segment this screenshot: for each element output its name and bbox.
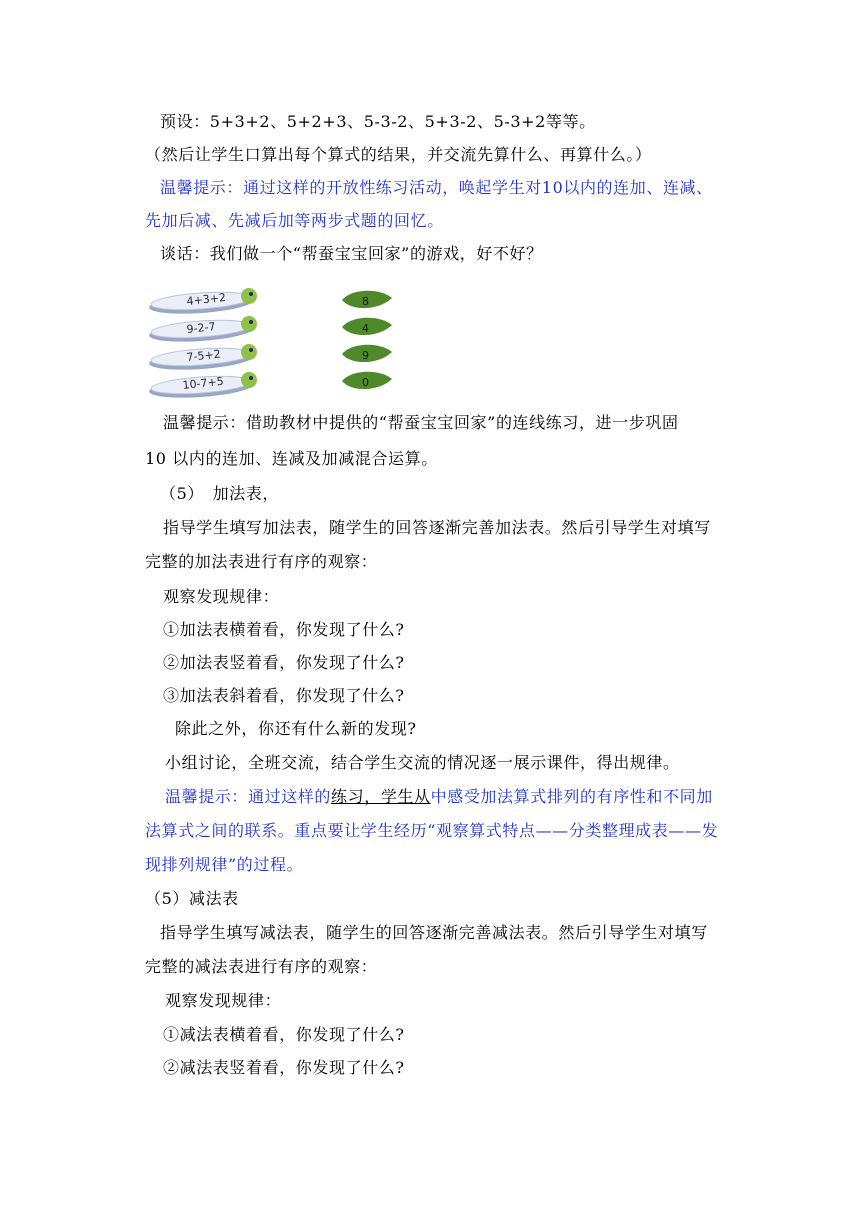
leaf-label-2: 4 xyxy=(362,322,369,335)
silkworm-3 xyxy=(148,344,257,373)
addition-guide-line: 指导学生填写加法表，随学生的回答逐渐完善加法表。然后引导学生对填写 xyxy=(163,518,711,537)
silkworm-1 xyxy=(148,288,257,317)
question-sub-1: ①减法表横着看，你发现了什么? xyxy=(163,1025,405,1044)
silkworm-label-3: 7-5+2 xyxy=(185,347,222,364)
section-heading-subtraction: （5）减法表 xyxy=(145,889,239,908)
question-add-3: ③加法表斜着看，你发现了什么? xyxy=(163,686,405,705)
section-heading-addition: （5） 加法表， xyxy=(160,484,279,503)
subtraction-guide-cont: 完整的减法表进行有序的观察： xyxy=(145,957,378,976)
addition-guide-cont: 完整的加法表进行有序的观察： xyxy=(145,552,378,571)
leaf-label-4: 0 xyxy=(362,376,369,389)
observe-heading-2: 观察发现规律： xyxy=(165,991,282,1010)
instruction-line: （然后让学生口算出每个算式的结果，并交流先算什么、再算什么。） xyxy=(145,145,652,164)
silkworm-label-1: 4+3+2 xyxy=(185,290,227,308)
leaf-2 xyxy=(342,318,392,335)
discussion-line: 小组讨论，全班交流，结合学生交流的情况逐一展示课件，得出规律。 xyxy=(165,753,680,772)
tip-line-3-cont-2: 现排列规律”的过程。 xyxy=(145,855,304,874)
subtraction-guide-line: 指导学生填写减法表，随学生的回答逐渐完善减法表。然后引导学生对填写 xyxy=(160,923,708,942)
leaf-label-1: 8 xyxy=(362,295,369,308)
question-add-2: ②加法表竖着看，你发现了什么? xyxy=(163,653,405,672)
leaf-1 xyxy=(342,291,392,308)
silkworm-label-4: 10-7+5 xyxy=(181,374,225,392)
leaf-4 xyxy=(342,372,392,389)
talk-line: 谈话：我们做一个“帮蚕宝宝回家”的游戏，好不好？ xyxy=(160,244,543,263)
tip-line-3-cont-1: 法算式之间的联系。重点要让学生经历“观察算式特点——分类整理成表——发 xyxy=(145,821,719,840)
silkworm-figure-svg xyxy=(145,286,405,398)
other-discovery-line: 除此之外，你还有什么新的发现? xyxy=(175,719,417,738)
silkworm-label-2: 9-2-7 xyxy=(185,320,217,336)
question-add-1: ①加法表横着看，你发现了什么? xyxy=(163,620,405,639)
leaf-label-3: 9 xyxy=(362,349,369,362)
tip-line-1: 温馨提示：通过这样的开放性练习活动，唤起学生对10以内的连加、连减、 xyxy=(160,178,713,197)
tip-line-2-cont: 10 以内的连加、连减及加减混合运算。 xyxy=(145,449,438,468)
leaf-3 xyxy=(342,345,392,362)
silkworm-game-figure xyxy=(145,286,405,398)
tip-line-3-part-b: 练习，学生从 xyxy=(331,787,431,806)
tip-line-3-part-c: 中感受加法算式排列的有序性和不同加 xyxy=(430,787,713,806)
silkworm-4 xyxy=(148,372,257,398)
question-sub-2: ②减法表竖着看，你发现了什么? xyxy=(163,1058,405,1077)
silkworm-2 xyxy=(148,316,257,345)
tip-line-3 xyxy=(165,787,713,807)
observe-heading-1: 观察发现规律： xyxy=(163,587,280,606)
tip-line-1-cont: 先加后减、先减后加等两步式题的回忆。 xyxy=(145,211,444,230)
preset-line: 预设：5+3+2、5+2+3、5-3-2、5+3-2、5-3+2等等。 xyxy=(160,112,596,131)
tip-line-2: 温馨提示：借助教材中提供的“帮蚕宝宝回家”的连线练习，进一步巩固 xyxy=(163,413,679,432)
tip-line-3-part-a: 温馨提示：通过这样的 xyxy=(165,787,332,806)
